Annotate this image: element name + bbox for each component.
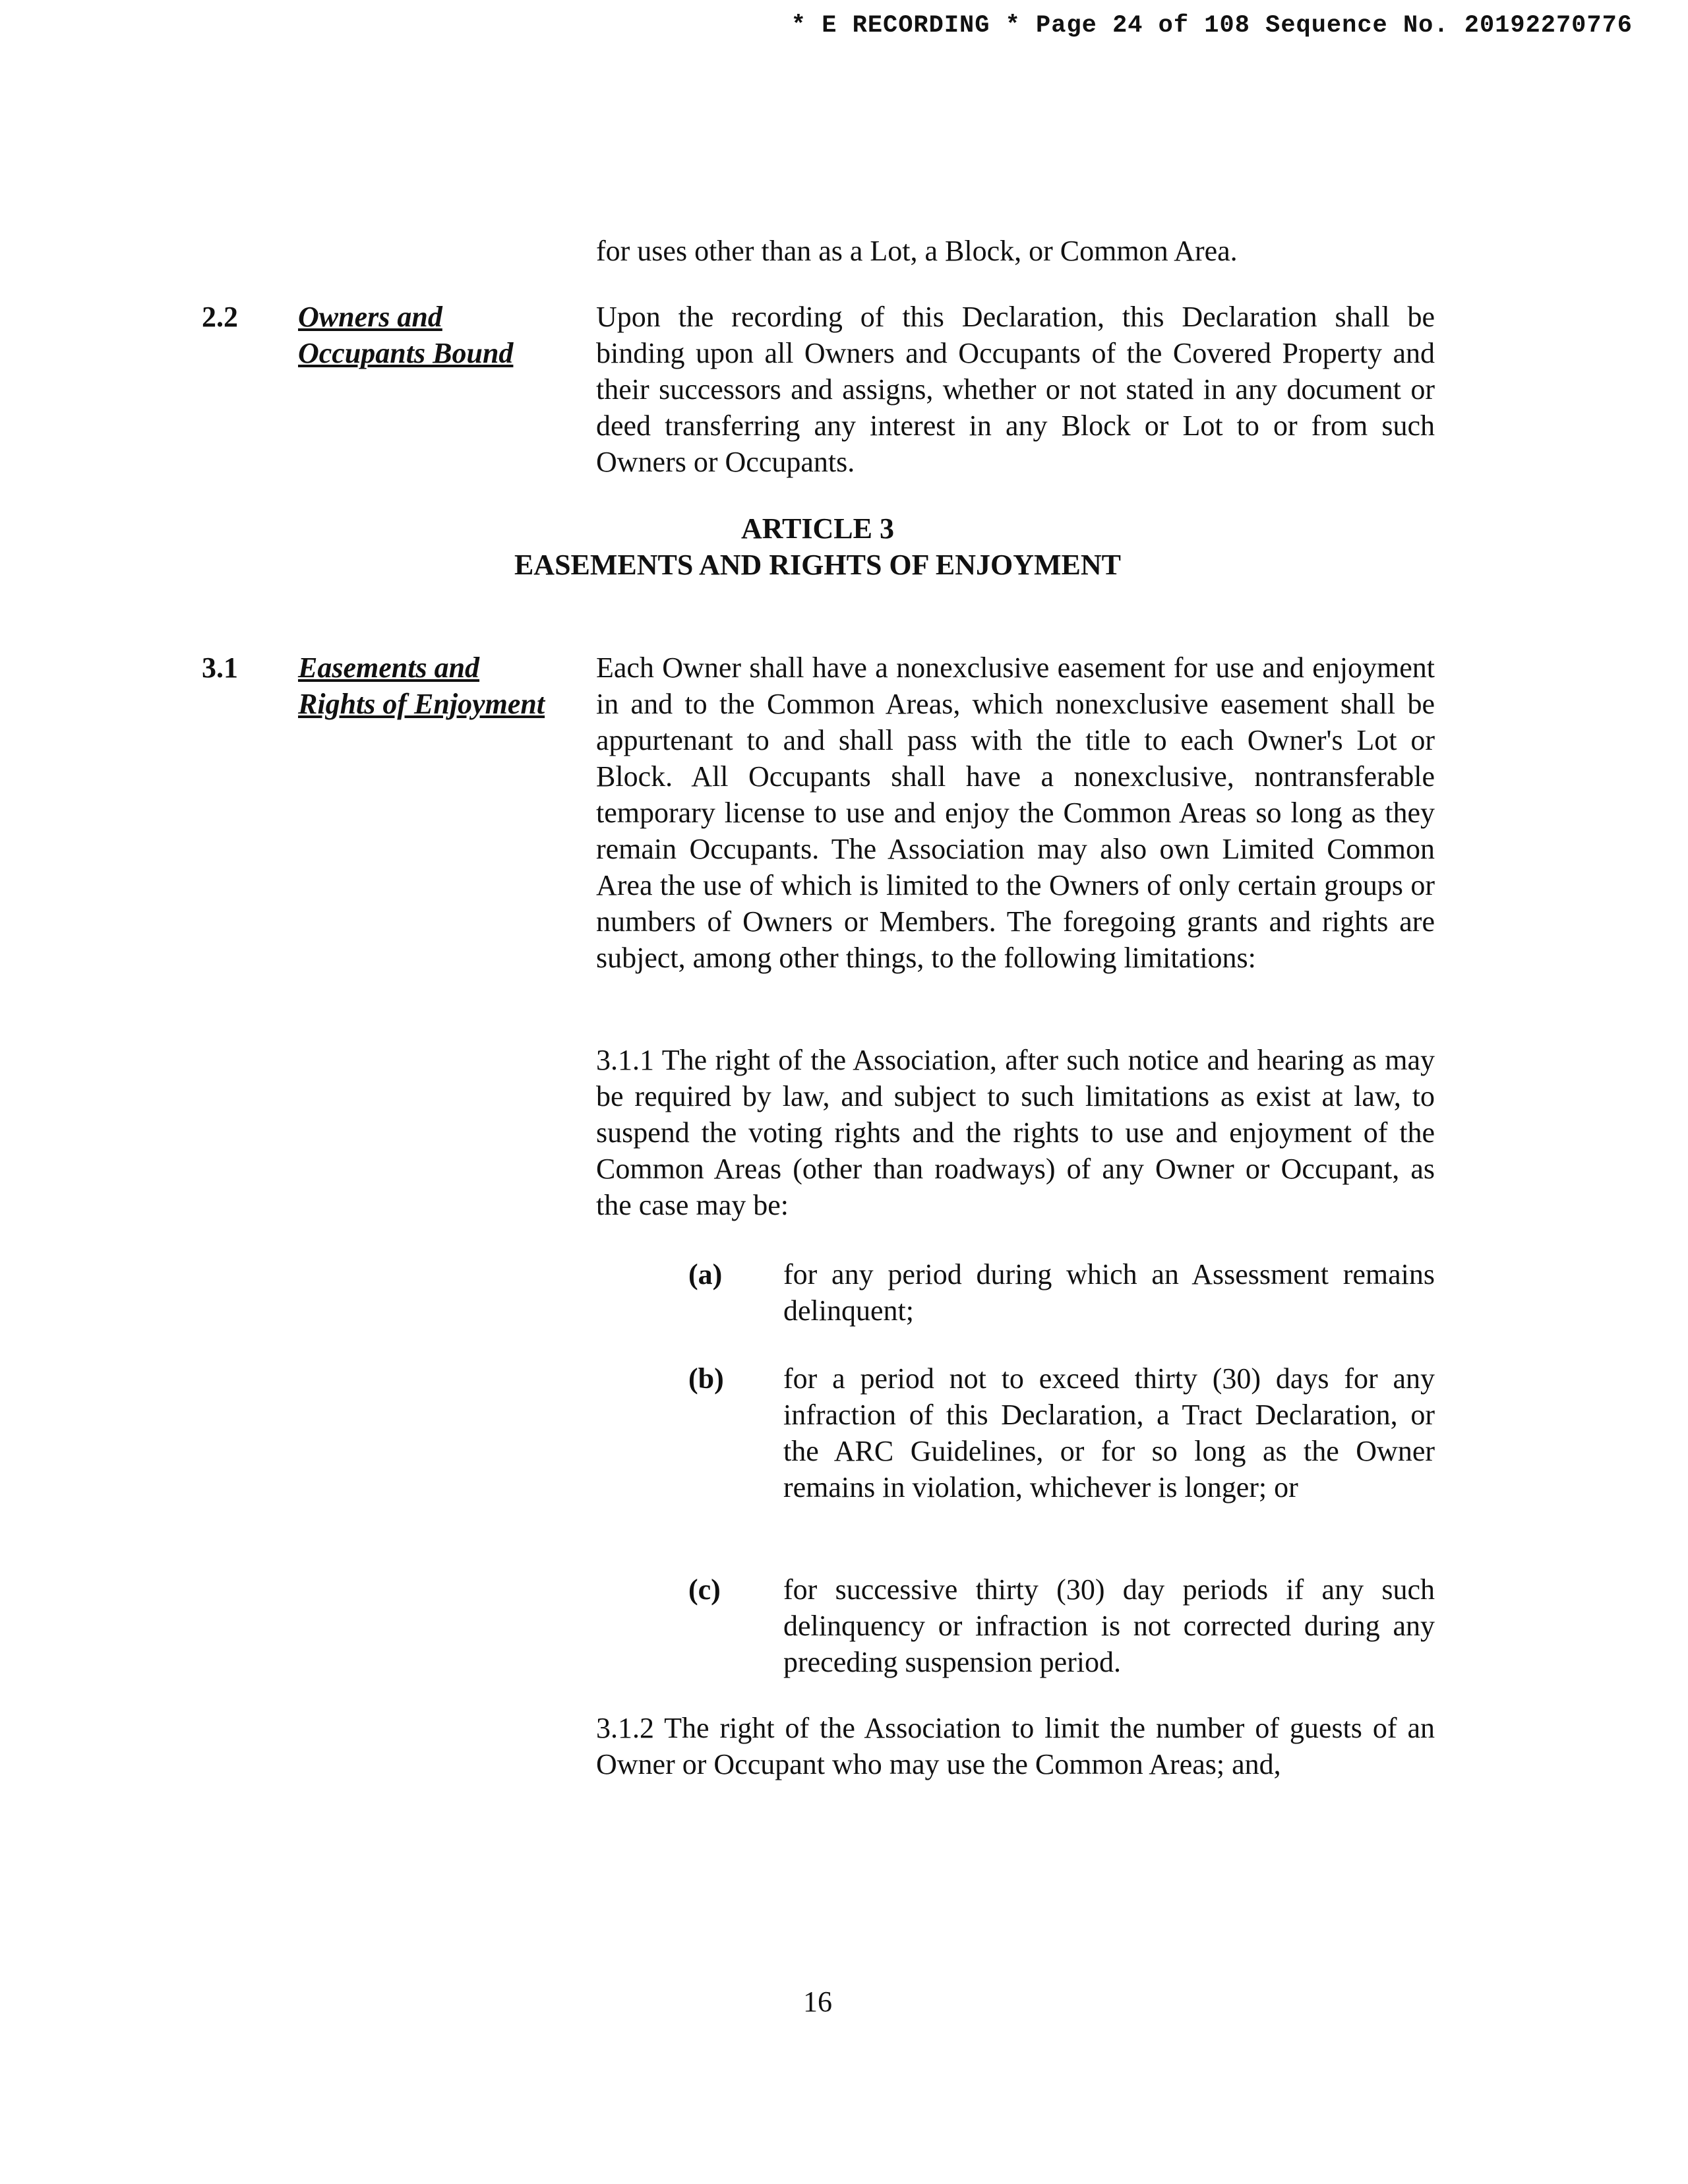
list-item-text: for a period not to exceed thirty (30) days for any infraction of this Declaration, a Tract Declaration, or the ARC Guidelines, or for so long as the Owner remains in violation, whichever is longer; or bbox=[783, 1362, 1435, 1503]
recording-stamp: * E RECORDING * Page 24 of 108 Sequence No. 20192270776 bbox=[791, 12, 1633, 40]
article-heading bbox=[0, 510, 1635, 583]
list-item-label: (b) bbox=[688, 1362, 724, 1395]
list-item-text: for successive thirty (30) day periods if any such delinquency or infraction is not corrected during any preceding suspension period. bbox=[783, 1573, 1435, 1678]
section-title-line: Easements and bbox=[298, 652, 480, 684]
section-body: Each Owner shall have a nonexclusive easement for use and enjoyment in and to the Common Areas, which nonexclusive easement shall be appurtenant to and shall pass with the title to each Owner's Lot or Block. All Occupants shall have a nonexclusive, nontransferable temporary license to use and enjoy the Common Areas so long as they remain Occupants. The Association may also own Limited Common Area the use of which is limited to the Owners of only certain groups or numbers of Owners or Members. The foregoing grants and rights are subject, among other things, to the following limitations: bbox=[596, 652, 1435, 974]
section-title-line: Rights of Enjoyment bbox=[298, 688, 545, 720]
section-number: 3.1 bbox=[202, 652, 238, 684]
page-number: 16 bbox=[803, 1986, 832, 2018]
section-title bbox=[298, 299, 513, 371]
section-number: 2.2 bbox=[202, 301, 238, 333]
list-item-text: for any period during which an Assessment remains delinquent; bbox=[783, 1258, 1435, 1327]
section-title bbox=[298, 650, 545, 722]
list-item-label: (c) bbox=[688, 1573, 721, 1606]
list-item-label: (a) bbox=[688, 1258, 723, 1290]
subsection-3-1-1: 3.1.1 The right of the Association, after such notice and hearing as may be required by law, and subject to such limitations as exist at law, to suspend the voting rights and the rights to use and enjoyment of the Common Areas (other than roadways) of any Owner or Occupant, as the case may be: bbox=[596, 1044, 1435, 1221]
subsection-3-1-2: 3.1.2 The right of the Association to limit the number of guests of an Owner or Occupant who may use the Common Areas; and, bbox=[596, 1712, 1435, 1780]
article-number: ARTICLE 3 bbox=[741, 512, 894, 545]
section-title-line: Occupants Bound bbox=[298, 337, 514, 369]
article-title: EASEMENTS AND RIGHTS OF ENJOYMENT bbox=[514, 549, 1122, 581]
intro-continuation-text: for uses other than as a Lot, a Block, or Common Area. bbox=[596, 235, 1238, 267]
section-title-line: Owners and bbox=[298, 301, 442, 333]
section-body: Upon the recording of this Declaration, this Declaration shall be binding upon all Owners and Occupants of the Covered Property and their successors and assigns, whether or not stated in any document or deed transferring any interest in any Block or Lot to or from such Owners or Occupants. bbox=[596, 301, 1435, 478]
